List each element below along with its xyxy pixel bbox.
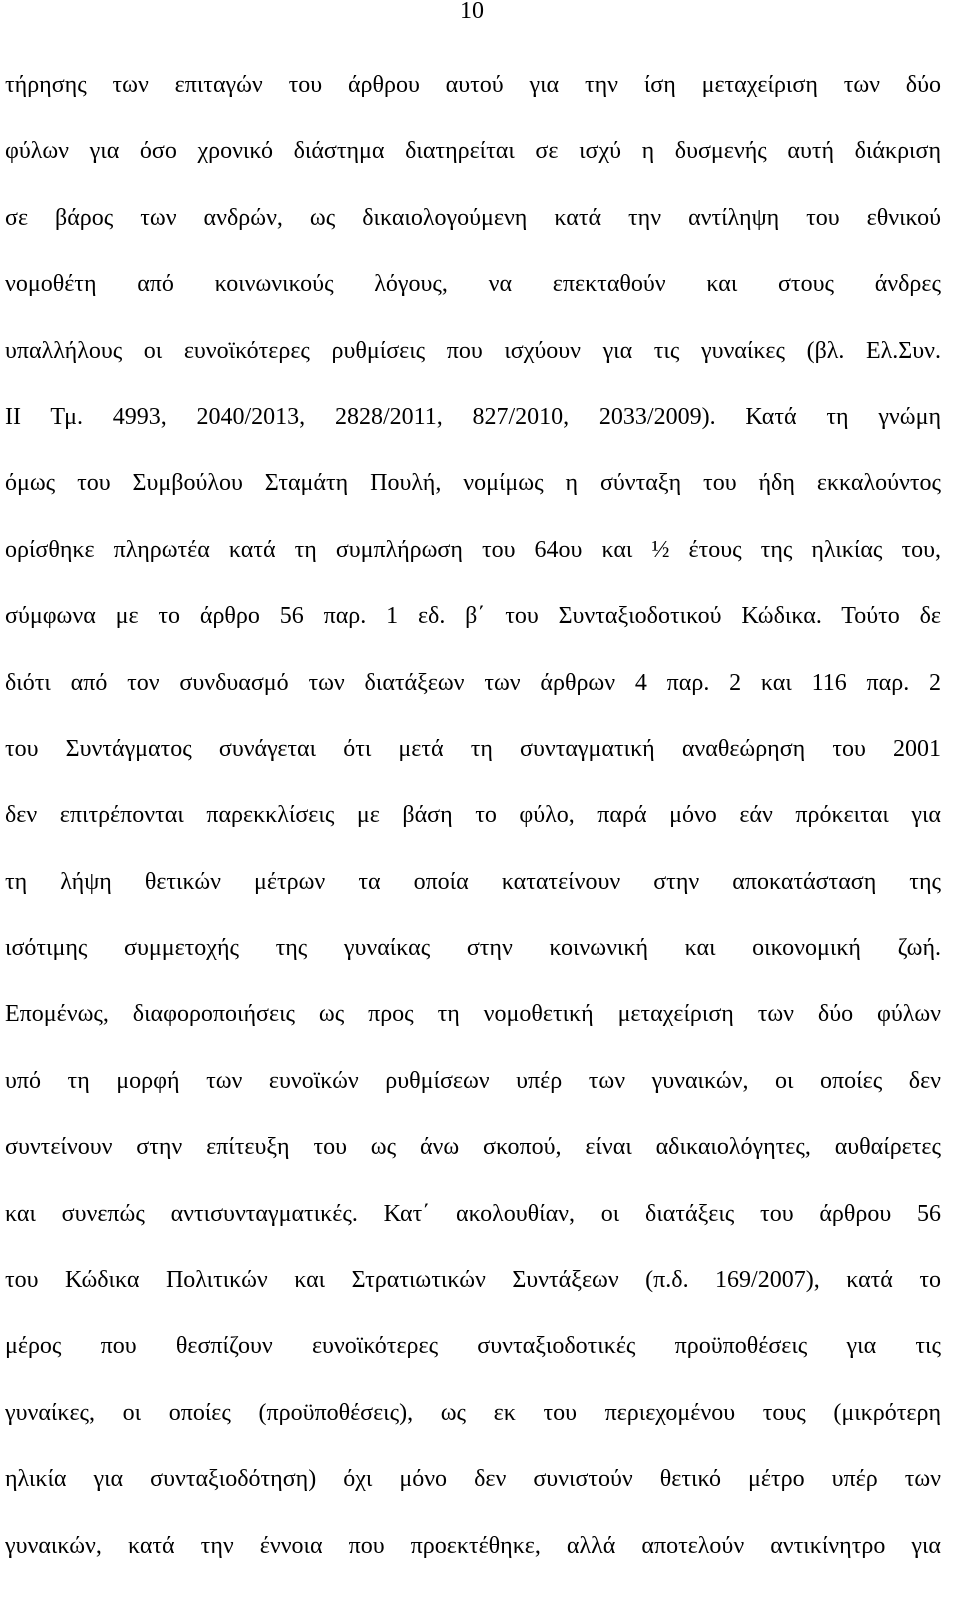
text-line: ορίσθηκε πληρωτέα κατά τη συμπλήρωση του 64ου και ½ έτους της ηλικίας του, [5,536,941,563]
text-line: μέρος που θεσπίζουν ευνοϊκότερες συνταξιοδοτικές προϋποθέσεις για τις [5,1333,941,1360]
text-line: τη λήψη θετικών μέτρων τα οποία κατατείνουν στην αποκατάσταση της [5,868,941,895]
text-line: τήρησης των επιταγών του άρθρου αυτού για την ίση μεταχείριση των δύο [5,72,941,98]
text-line: ηλικία για συνταξιοδότηση) όχι μόνο δεν συνιστούν θετικό μέτρο υπέρ των [5,1466,941,1493]
body-text [5,70,941,1597]
text-line: όμως του Συμβούλου Σταμάτη Πουλή, νομίμως η σύνταξη του ήδη εκκαλούντος [5,470,941,497]
page-number: 10 [460,0,484,24]
text-line: φύλων για όσο χρονικό διάστημα διατηρείται σε ισχύ η δυσμενής αυτή διάκριση [5,138,941,165]
text-line: γυναίκες, οι οποίες (προϋποθέσεις), ως εκ του περιεχομένου τους (μικρότερη [5,1399,941,1426]
text-line: Επομένως, διαφοροποιήσεις ως προς τη νομοθετική μεταχείριση των δύο φύλων [5,1001,941,1028]
text-line: σε βάρος των ανδρών, ως δικαιολογούμενη κατά την αντίληψη του εθνικού [5,204,941,231]
text-line: διότι από τον συνδυασμό των διατάξεων των άρθρων 4 παρ. 2 και 116 παρ. 2 [5,669,941,696]
text-line: υπαλλήλους οι ευνοϊκότερες ρυθμίσεις που ισχύουν για τις γυναίκες (βλ. Ελ.Συν. [5,337,941,364]
text-line: υπό τη μορφή των ευνοϊκών ρυθμίσεων υπέρ των γυναικών, οι οποίες δεν [5,1067,941,1094]
text-line: και συνεπώς αντισυνταγματικές. Κατ΄ ακολουθίαν, οι διατάξεις του άρθρου 56 [5,1200,941,1227]
text-line: του Κώδικα Πολιτικών και Στρατιωτικών Συντάξεων (π.δ. 169/2007), κατά το [5,1267,941,1294]
text-line: ισότιμης συμμετοχής της γυναίκας στην κοινωνική και οικονομική ζωή. [5,935,941,962]
text-line: νομοθέτη από κοινωνικούς λόγους, να επεκταθούν και στους άνδρες [5,271,941,298]
text-line: δεν επιτρέπονται παρεκκλίσεις με βάση το φύλο, παρά μόνο εάν πρόκειται για [5,802,941,829]
text-line: συντείνουν στην επίτευξη του ως άνω σκοπού, είναι αδικαιολόγητες, αυθαίρετες [5,1134,941,1161]
text-line: γυναικών, κατά την έννοια που προεκτέθηκε, αλλά αποτελούν αντικίνητρο για [5,1532,941,1559]
text-line: σύμφωνα με το άρθρο 56 παρ. 1 εδ. β΄ του Συνταξιοδοτικού Κώδικα. Τούτο δε [5,603,941,630]
text-line: του Συντάγματος συνάγεται ότι μετά τη συνταγματική αναθεώρηση του 2001 [5,735,941,762]
text-line: ΙΙ Τμ. 4993, 2040/2013, 2828/2011, 827/2010, 2033/2009). Κατά τη γνώμη [5,403,941,430]
